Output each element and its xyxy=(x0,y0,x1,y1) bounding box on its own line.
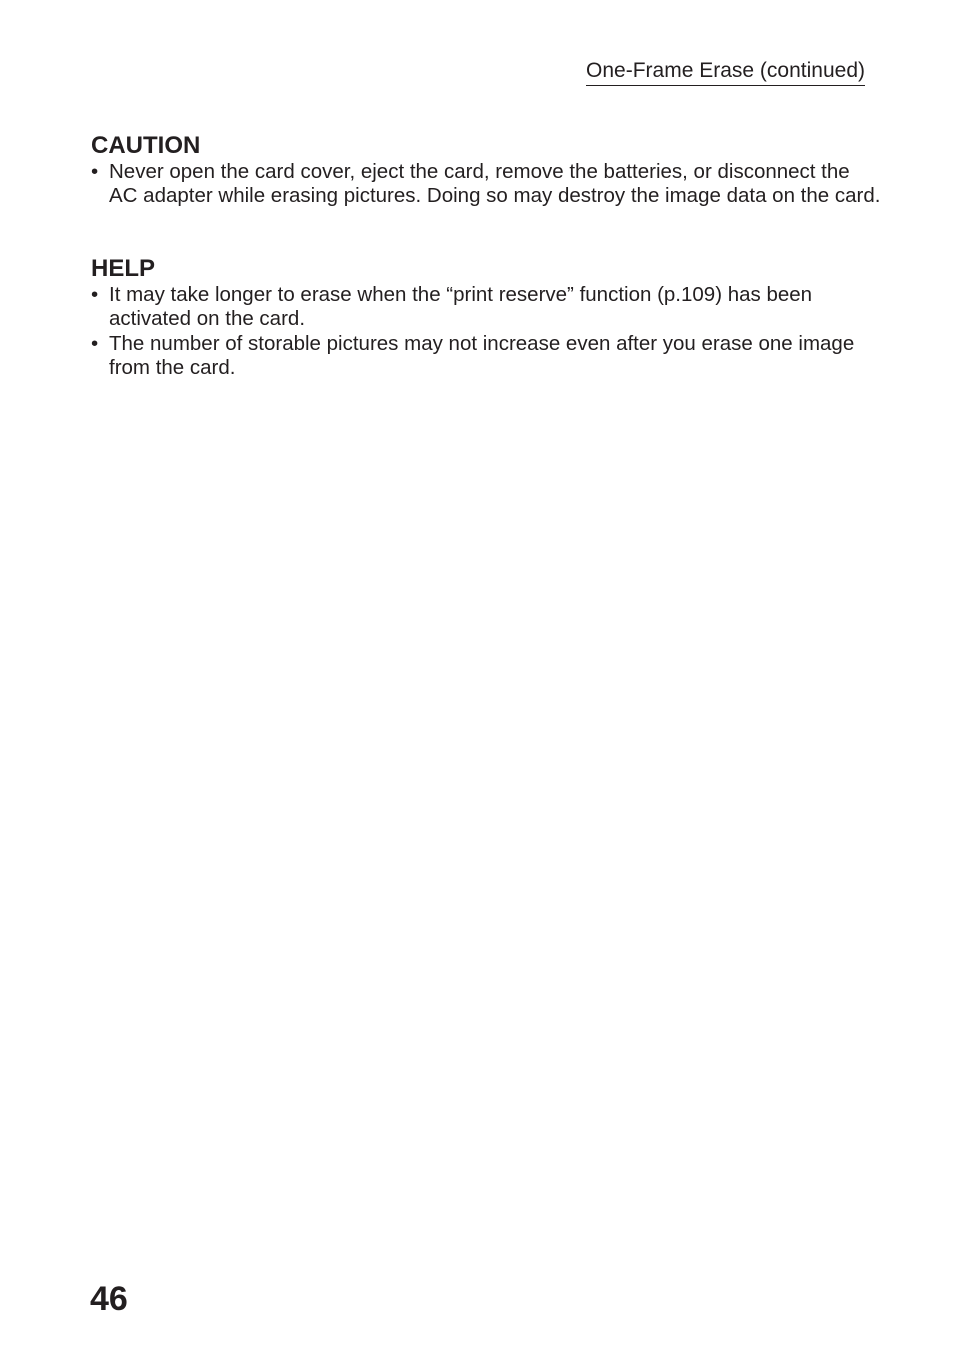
running-header: One-Frame Erase (continued) xyxy=(586,58,865,86)
caution-list xyxy=(91,160,881,209)
help-heading: HELP xyxy=(91,255,156,282)
help-item-text: The number of storable pictures may not increase even after you erase one image from the card. xyxy=(109,331,855,379)
bullet-icon: • xyxy=(91,331,99,355)
caution-heading: CAUTION xyxy=(91,132,201,159)
bullet-icon: • xyxy=(91,160,99,183)
help-item xyxy=(91,332,881,381)
help-item-text: It may take longer to erase when the “print reserve” function (p.109) has been activated on the card. xyxy=(109,283,813,331)
help-list xyxy=(91,283,881,380)
caution-section xyxy=(91,132,881,209)
help-section xyxy=(91,255,881,380)
caution-item-text: Never open the card cover, eject the card, remove the batteries, or disconnect the AC adapter while erasing pictures. Doing so may destroy the image data on the card. xyxy=(109,160,881,208)
help-item xyxy=(91,283,881,332)
caution-item xyxy=(91,160,881,209)
bullet-icon: • xyxy=(91,283,99,306)
page-number: 46 xyxy=(90,1280,128,1318)
